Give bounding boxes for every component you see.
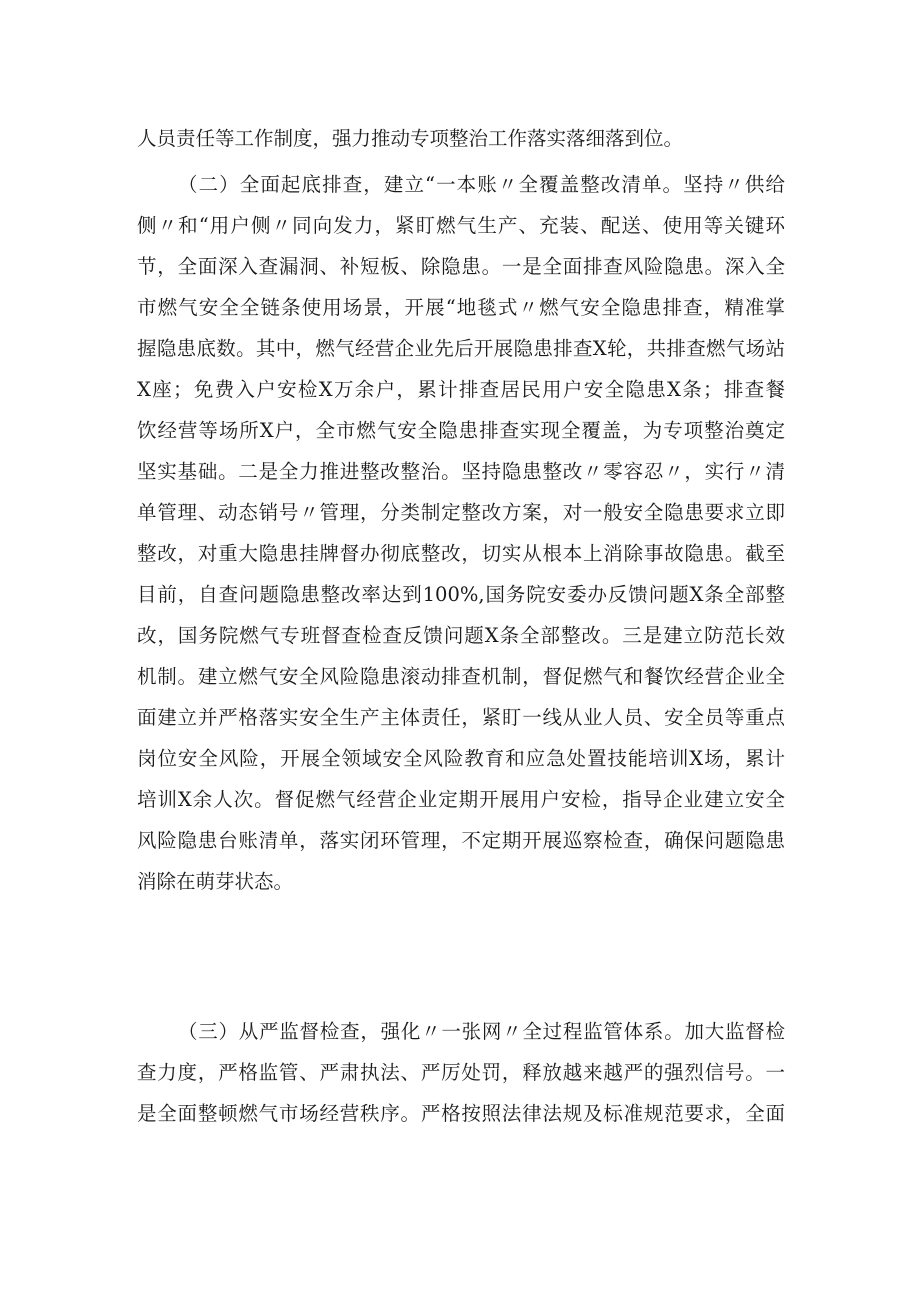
text-line: 风险隐患台账清单，落实闭环管理，不定期开展巡察检查，确保问题隐患 (137, 829, 785, 852)
text-line: 坚实基础。二是全力推进整改整治。坚持隐患整改〃零容忍〃，实行〃清 (137, 460, 785, 483)
text-line: 握隐患底数。其中，燃气经营企业先后开展隐患排查X轮，共排查燃气场站 (137, 337, 785, 360)
text-line: 侧〃和“用户侧〃同向发力，紧盯燃气生产、充装、配送、使用等关键环 (137, 214, 785, 237)
text-line: 是全面整顿燃气市场经营秩序。严格按照法律法规及标准规范要求，全面 (137, 1102, 785, 1125)
text-line: 人员责任等工作制度，强力推动专项整治工作落实落细落到位。 (137, 127, 684, 150)
text-line: 面建立并严格落实安全生产主体责任，紧盯一线从业人员、安全员等重点 (137, 706, 785, 729)
text-line: 饮经营等场所X户，全市燃气安全隐患排查实现全覆盖，为专项整治奠定 (137, 419, 785, 442)
text-line: 目前，自查问题隐患整改率达到100%,国务院安委办反馈问题X条全部整 (137, 583, 785, 606)
text-line: 培训X余人次。督促燃气经营企业定期开展用户安检，指导企业建立安全 (137, 788, 785, 811)
text-line: （三）从严监督检查，强化〃一张网〃全过程监管体系。加大监督检 (178, 1020, 785, 1043)
paragraph-section-3 (137, 1011, 785, 1134)
text-line: 市燃气安全全链条使用场景，开展“地毯式〃燃气安全隐患排查，精准掌 (137, 296, 785, 319)
text-line: 整改，对重大隐患挂牌督办彻底整改，切实从根本上消除事故隐患。截至 (137, 542, 785, 565)
text-line: 查力度，严格监管、严肃执法、严厉处罚，释放越来越严的强烈信号。一 (137, 1061, 785, 1084)
text-line: 机制。建立燃气安全风险隐患滚动排查机制，督促燃气和餐饮经营企业全 (137, 665, 785, 688)
text-line: 改，国务院燃气专班督查检查反馈问题X条全部整改。三是建立防范长效 (137, 624, 785, 647)
text-line: 单管理、动态销号〃管理，分类制定整改方案，对一般安全隐患要求立即 (137, 501, 785, 524)
text-line: （二）全面起底排查，建立“一本账〃全覆盖整改清单。坚持〃供给 (178, 173, 785, 196)
paragraph-continuation (137, 118, 785, 159)
text-line: 岗位安全风险，开展全领域安全风险教育和应急处置技能培训X场，累计 (137, 747, 785, 770)
text-line: X座；免费入户安检X万余户，累计排查居民用户安全隐患X条；排查餐 (137, 378, 785, 401)
text-line: 消除在萌芽状态。 (137, 870, 294, 893)
text-line: 节，全面深入查漏洞、补短板、除隐患。一是全面排查风险隐患。深入全 (137, 255, 785, 278)
paragraph-section-2 (137, 164, 785, 902)
